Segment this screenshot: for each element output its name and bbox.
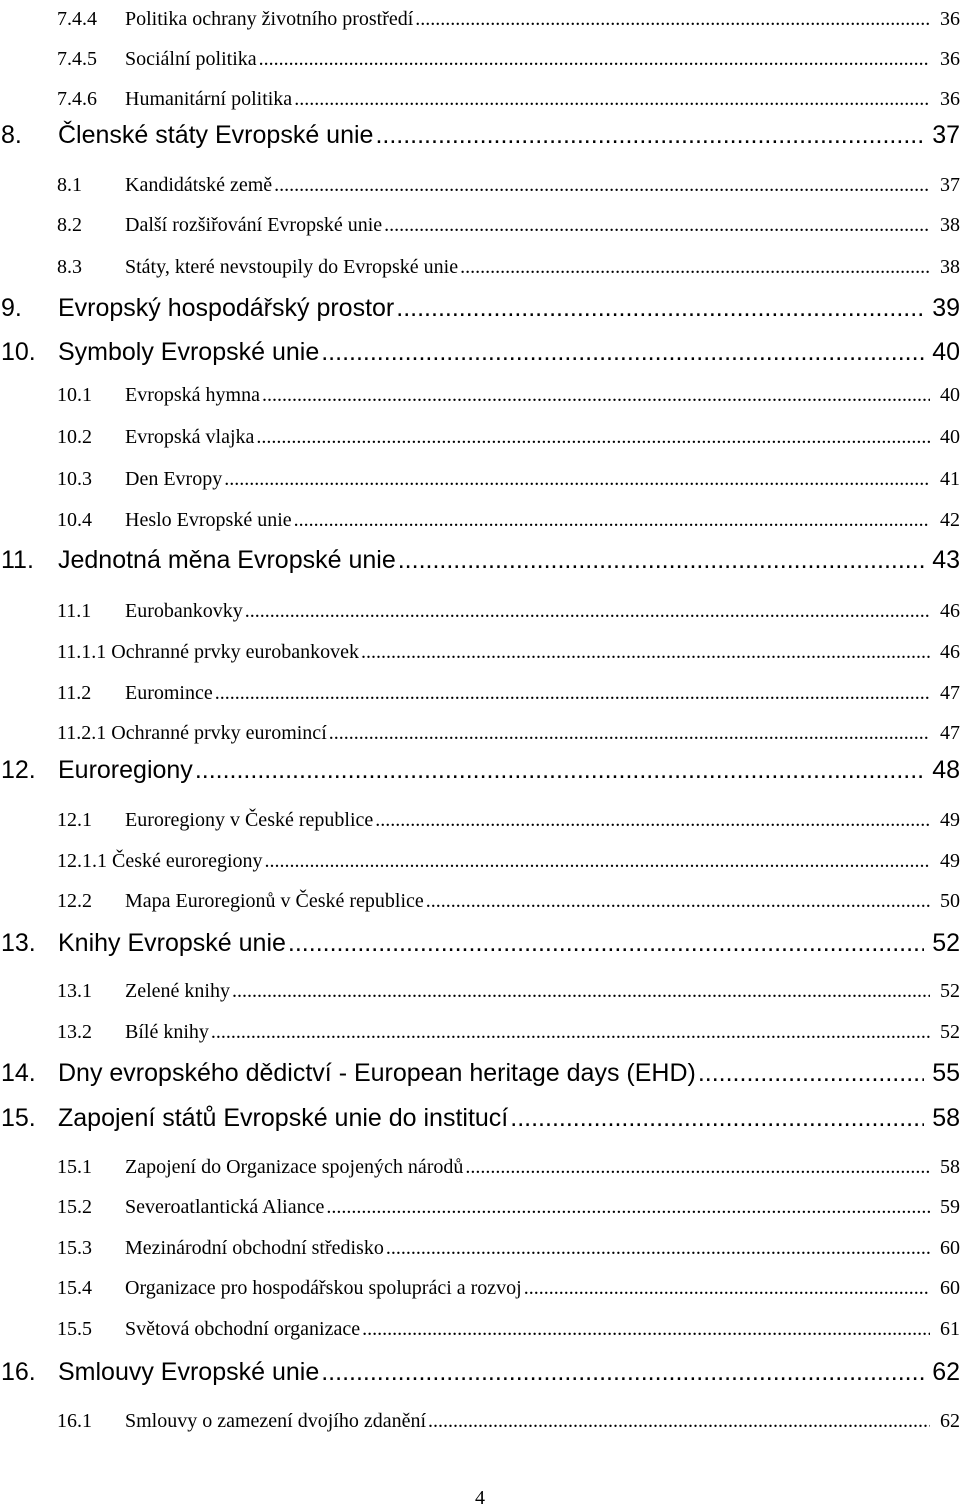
toc-dot-leader — [321, 338, 924, 367]
toc-entry-number: 8.2 — [57, 214, 82, 236]
toc-entry-page: 37 — [932, 121, 960, 149]
toc-dot-leader — [195, 756, 924, 785]
toc-dot-leader — [294, 509, 930, 532]
toc-dot-leader — [274, 174, 930, 197]
toc-entry-title: Mezinárodní obchodní středisko — [125, 1237, 384, 1259]
toc-entry[interactable] — [0, 1277, 960, 1300]
toc-entry-title: Státy, které nevstoupily do Evropské unie — [125, 256, 459, 278]
toc-entry[interactable] — [0, 8, 960, 31]
toc-dot-leader — [426, 890, 930, 913]
toc-entry-page: 55 — [932, 1059, 960, 1087]
toc-entry[interactable] — [0, 256, 960, 279]
toc-entry-title: Sociální politika — [125, 48, 257, 70]
toc-entry[interactable] — [0, 1358, 960, 1387]
toc-entry-number: 15.5 — [57, 1318, 92, 1340]
toc-entry-title: Dny evropského dědictví - European heritage days (EHD) — [58, 1059, 696, 1087]
toc-entry[interactable] — [0, 929, 960, 958]
toc-entry-page: 62 — [932, 1358, 960, 1386]
toc-entry-page: 58 — [940, 1156, 960, 1178]
toc-entry-number: 9. — [1, 294, 22, 322]
toc-entry-title: Zapojení do Organizace spojených národů — [125, 1156, 464, 1178]
toc-entry-page: 43 — [932, 546, 960, 574]
toc-dot-leader — [415, 8, 930, 31]
toc-dot-leader — [524, 1277, 930, 1300]
toc-entry[interactable] — [0, 722, 960, 745]
toc-dot-leader — [326, 1196, 930, 1219]
toc-entry[interactable] — [0, 1059, 960, 1088]
toc-entry[interactable] — [0, 1318, 960, 1341]
toc-entry-title: Kandidátské země — [125, 174, 273, 196]
toc-entry-page: 60 — [940, 1237, 960, 1259]
toc-entry[interactable] — [0, 850, 960, 873]
toc-entry-page: 36 — [940, 88, 960, 110]
toc-entry-title: Humanitární politika — [125, 88, 293, 110]
toc-dot-leader — [396, 294, 924, 323]
toc-entry-title: Zapojení států Evropské unie do institucí — [58, 1104, 509, 1132]
toc-entry-title: Organizace pro hospodářskou spolupráci a rozvoj — [125, 1277, 522, 1299]
toc-entry-page: 58 — [932, 1104, 960, 1132]
toc-entry-number: 12.2 — [57, 890, 92, 912]
toc-entry-page: 37 — [940, 174, 960, 196]
toc-entry-number: 16.1 — [57, 1410, 92, 1432]
toc-dot-leader — [460, 256, 930, 279]
toc-entry-title: Smlouvy Evropské unie — [58, 1358, 320, 1386]
toc-entry-title: Jednotná měna Evropské unie — [58, 546, 396, 574]
toc-entry-number: 15.4 — [57, 1277, 92, 1299]
toc-entry-page: 46 — [940, 641, 960, 663]
toc-dot-leader — [256, 426, 930, 449]
toc-dot-leader — [465, 1156, 930, 1179]
toc-entry-number: 15.2 — [57, 1196, 92, 1218]
toc-entry[interactable] — [0, 682, 960, 705]
toc-entry[interactable] — [0, 48, 960, 71]
toc-entry-number: 10.2 — [57, 426, 92, 448]
toc-entry[interactable] — [0, 88, 960, 111]
toc-entry-title: Evropská vlajka — [125, 426, 255, 448]
toc-entry-number: 12.1 — [57, 809, 92, 831]
toc-entry-number: 13. — [1, 929, 36, 957]
toc-dot-leader — [698, 1059, 924, 1088]
toc-entry-number: 8.1 — [57, 174, 82, 196]
toc-entry[interactable] — [0, 890, 960, 913]
toc-entry-page: 52 — [932, 929, 960, 957]
toc-entry-number: 7.4.4 — [57, 8, 97, 30]
toc-entry[interactable] — [0, 756, 960, 785]
toc-entry[interactable] — [0, 384, 960, 407]
toc-entry-number: 10.1 — [57, 384, 92, 406]
toc-entry-page: 41 — [940, 468, 960, 490]
toc-entry-number: 7.4.6 — [57, 88, 97, 110]
toc-entry-title: Euroregiony v České republice — [125, 809, 374, 831]
toc-entry-number: 11. — [1, 546, 34, 574]
toc-entry[interactable] — [0, 1104, 960, 1133]
toc-entry-page: 47 — [940, 682, 960, 704]
toc-dot-leader — [232, 980, 930, 1003]
toc-entry-page: 36 — [940, 48, 960, 70]
toc-entry-page: 40 — [940, 426, 960, 448]
toc-dot-leader — [321, 1358, 924, 1387]
toc-dot-leader — [375, 121, 924, 150]
toc-entry-page: 49 — [940, 850, 960, 872]
toc-entry[interactable] — [0, 1196, 960, 1219]
toc-entry-page: 49 — [940, 809, 960, 831]
toc-entry-title: Eurobankovky — [125, 600, 243, 622]
toc-dot-leader — [215, 682, 930, 705]
toc-entry-number: 8.3 — [57, 256, 82, 278]
toc-entry-title: Zelené knihy — [125, 980, 230, 1002]
toc-dot-leader — [428, 1410, 930, 1433]
toc-dot-leader — [224, 468, 930, 491]
toc-dot-leader — [265, 850, 930, 873]
toc-entry-number: 13.1 — [57, 980, 92, 1002]
toc-entry-title: Členské státy Evropské unie — [58, 121, 374, 149]
toc-entry-number: 11.2.1 — [57, 722, 107, 744]
toc-dot-leader — [294, 88, 930, 111]
toc-entry-title: Evropský hospodářský prostor — [58, 294, 395, 322]
toc-entry-title: Smlouvy o zamezení dvojího zdanění — [125, 1410, 427, 1432]
toc-dot-leader — [211, 1021, 930, 1044]
toc-entry-number: 11.1.1 — [57, 641, 107, 663]
toc-entry[interactable] — [0, 214, 960, 237]
toc-dot-leader — [361, 641, 930, 664]
toc-entry-title: Knihy Evropské unie — [58, 929, 286, 957]
toc-entry[interactable] — [0, 468, 960, 491]
toc-entry-page: 46 — [940, 600, 960, 622]
toc-entry-page: 60 — [940, 1277, 960, 1299]
toc-entry-page: 50 — [940, 890, 960, 912]
toc-entry-number: 15.3 — [57, 1237, 92, 1259]
toc-entry[interactable] — [0, 1156, 960, 1179]
toc-entry-number: 12.1.1 — [57, 850, 107, 872]
toc-entry[interactable] — [0, 174, 960, 197]
toc-entry-page: 42 — [940, 509, 960, 531]
toc-dot-leader — [259, 48, 930, 71]
toc-entry[interactable] — [0, 121, 960, 150]
toc-entry[interactable] — [0, 338, 960, 367]
toc-entry[interactable] — [0, 294, 960, 323]
toc-entry-page: 59 — [940, 1196, 960, 1218]
toc-entry-page: 61 — [940, 1318, 960, 1340]
toc-dot-leader — [288, 929, 924, 958]
toc-entry-number: 16. — [1, 1358, 36, 1386]
toc-entry-number: 11.2 — [57, 682, 92, 704]
toc-entry-page: 52 — [940, 980, 960, 1002]
toc-entry-title: Den Evropy — [125, 468, 223, 490]
toc-entry-number: 10.4 — [57, 509, 92, 531]
toc-entry-number: 8. — [1, 121, 22, 149]
toc-entry-title: Mapa Euroregionů v České republice — [125, 890, 424, 912]
toc-entry-title: Další rozšiřování Evropské unie — [125, 214, 383, 236]
toc-entry-page: 39 — [932, 294, 960, 322]
toc-entry-number: 15. — [1, 1104, 36, 1132]
toc-entry[interactable] — [0, 980, 960, 1003]
toc-entry[interactable] — [0, 509, 960, 532]
toc-entry[interactable] — [0, 1237, 960, 1260]
toc-entry-title: Symboly Evropské unie — [58, 338, 320, 366]
toc-entry[interactable] — [0, 1410, 960, 1433]
toc-dot-leader — [510, 1104, 924, 1133]
toc-entry[interactable] — [0, 1021, 960, 1044]
toc-entry-number: 10. — [1, 338, 36, 366]
toc-entry[interactable] — [0, 600, 960, 623]
toc-entry-page: 52 — [940, 1021, 960, 1043]
toc-dot-leader — [384, 214, 930, 237]
toc-dot-leader — [375, 809, 930, 832]
toc-entry[interactable] — [0, 426, 960, 449]
toc-entry-title: Euromince — [125, 682, 213, 704]
toc-entry-title: Severoatlantická Aliance — [125, 1196, 325, 1218]
toc-dot-leader — [398, 546, 924, 575]
toc-entry-title: Ochranné prvky euromincí — [111, 722, 327, 744]
toc-entry-number: 13.2 — [57, 1021, 92, 1043]
toc-dot-leader — [329, 722, 930, 745]
toc-entry-title: Politika ochrany životního prostředí — [125, 8, 414, 30]
toc-entry-page: 48 — [932, 756, 960, 784]
toc-entry-page: 40 — [940, 384, 960, 406]
toc-entry-number: 11.1 — [57, 600, 92, 622]
toc-entry-title: Heslo Evropské unie — [125, 509, 292, 531]
toc-entry[interactable] — [0, 546, 960, 575]
toc-entry-page: 38 — [940, 214, 960, 236]
toc-entry[interactable] — [0, 641, 960, 664]
toc-entry-number: 10.3 — [57, 468, 92, 490]
toc-dot-leader — [245, 600, 930, 623]
toc-entry-page: 36 — [940, 8, 960, 30]
toc-entry-title: Bílé knihy — [125, 1021, 209, 1043]
toc-dot-leader — [262, 384, 930, 407]
toc-entry-number: 7.4.5 — [57, 48, 97, 70]
toc-entry-page: 40 — [932, 338, 960, 366]
toc-dot-leader — [386, 1237, 930, 1260]
toc-entry-page: 38 — [940, 256, 960, 278]
toc-dot-leader — [362, 1318, 930, 1341]
toc-entry-title: Evropská hymna — [125, 384, 260, 406]
toc-entry-title: Světová obchodní organizace — [125, 1318, 361, 1340]
toc-entry-title: Ochranné prvky eurobankovek — [111, 641, 359, 663]
toc-entry-page: 62 — [940, 1410, 960, 1432]
toc-entry-page: 47 — [940, 722, 960, 744]
toc-entry[interactable] — [0, 809, 960, 832]
toc-entry-title: České euroregiony — [112, 850, 263, 872]
toc-entry-number: 14. — [1, 1059, 36, 1087]
toc-entry-title: Euroregiony — [58, 756, 193, 784]
page-number: 4 — [475, 1487, 485, 1509]
toc-entry-number: 12. — [1, 756, 36, 784]
toc-entry-number: 15.1 — [57, 1156, 92, 1178]
